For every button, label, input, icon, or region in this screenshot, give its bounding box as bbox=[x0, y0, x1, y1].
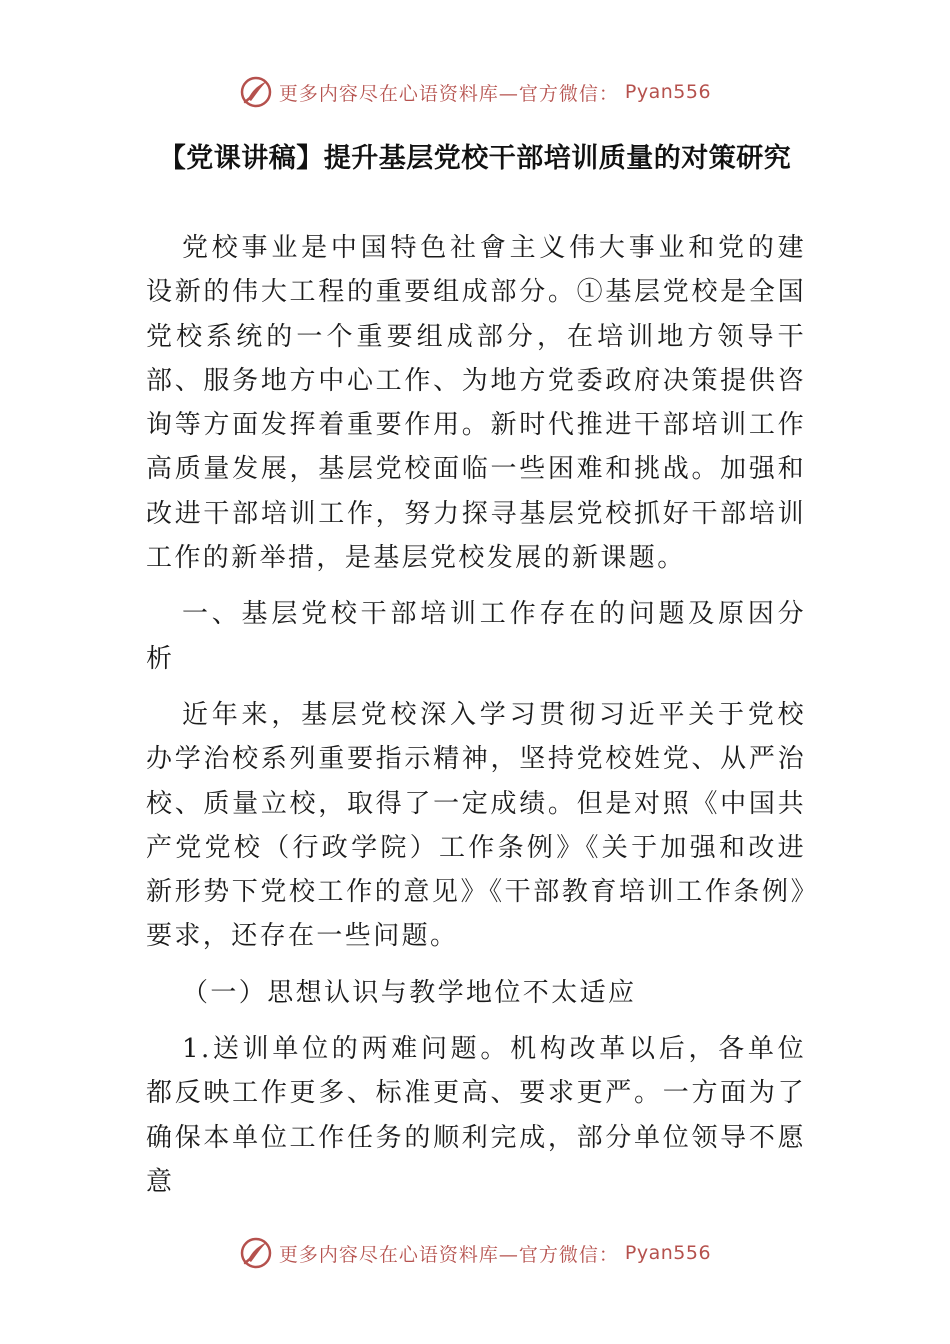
watermark-text: 更多内容尽在心语资料库—官方微信： bbox=[278, 82, 619, 105]
paragraph-recent-years: 近年来，基层党校深入学习贯彻习近平关于党校办学治校系列重要指示精神，坚持党校姓党、从严治校、质量立校，取得了一定成绩。但是对照《中国共产党党校（行政学院）工作条例》《关于加强和改进新形势下党校工作的意见》《干部教育培训工作条例》要求，还存在一些问题。 bbox=[146, 699, 806, 952]
quill-ribbon-logo-icon bbox=[239, 1236, 273, 1270]
document-body bbox=[146, 226, 806, 1216]
footer-watermark bbox=[0, 1233, 950, 1273]
quill-ribbon-logo-icon bbox=[239, 75, 273, 109]
watermark-wechat-id: Pyan556 bbox=[624, 81, 712, 103]
watermark-text: 更多内容尽在心语资料库—官方微信： bbox=[278, 1243, 619, 1266]
paragraph-point-1: 1.送训单位的两难问题。机构改革以后，各单位都反映工作更多、标准更高、要求更严。一方面为了确保本单位工作任务的顺利完成，部分单位领导不愿意 bbox=[146, 1034, 806, 1197]
watermark-wechat-id: Pyan556 bbox=[624, 1242, 712, 1264]
document-title: 【党课讲稿】提升基层党校干部培训质量的对策研究 bbox=[158, 143, 792, 174]
header-watermark bbox=[0, 72, 950, 112]
subsection-heading-1: （一）思想认识与教学地位不太适应 bbox=[182, 977, 637, 1008]
paragraph-intro: 党校事业是中国特色社會主义伟大事业和党的建设新的伟大工程的重要组成部分。①基层党校是全国党校系统的一个重要组成部分，在培训地方领导干部、服务地方中心工作、为地方党委政府决策提供咨询等方面发挥着重要作用。新时代推进干部培训工作高质量发展，基层党校面临一些困难和挑战。加强和改进干部培训工作，努力探寻基层党校抓好干部培训工作的新举措，是基层党校发展的新课题。 bbox=[146, 233, 806, 574]
section-heading-1: 一、基层党校干部培训工作存在的问题及原因分析 bbox=[146, 599, 806, 674]
